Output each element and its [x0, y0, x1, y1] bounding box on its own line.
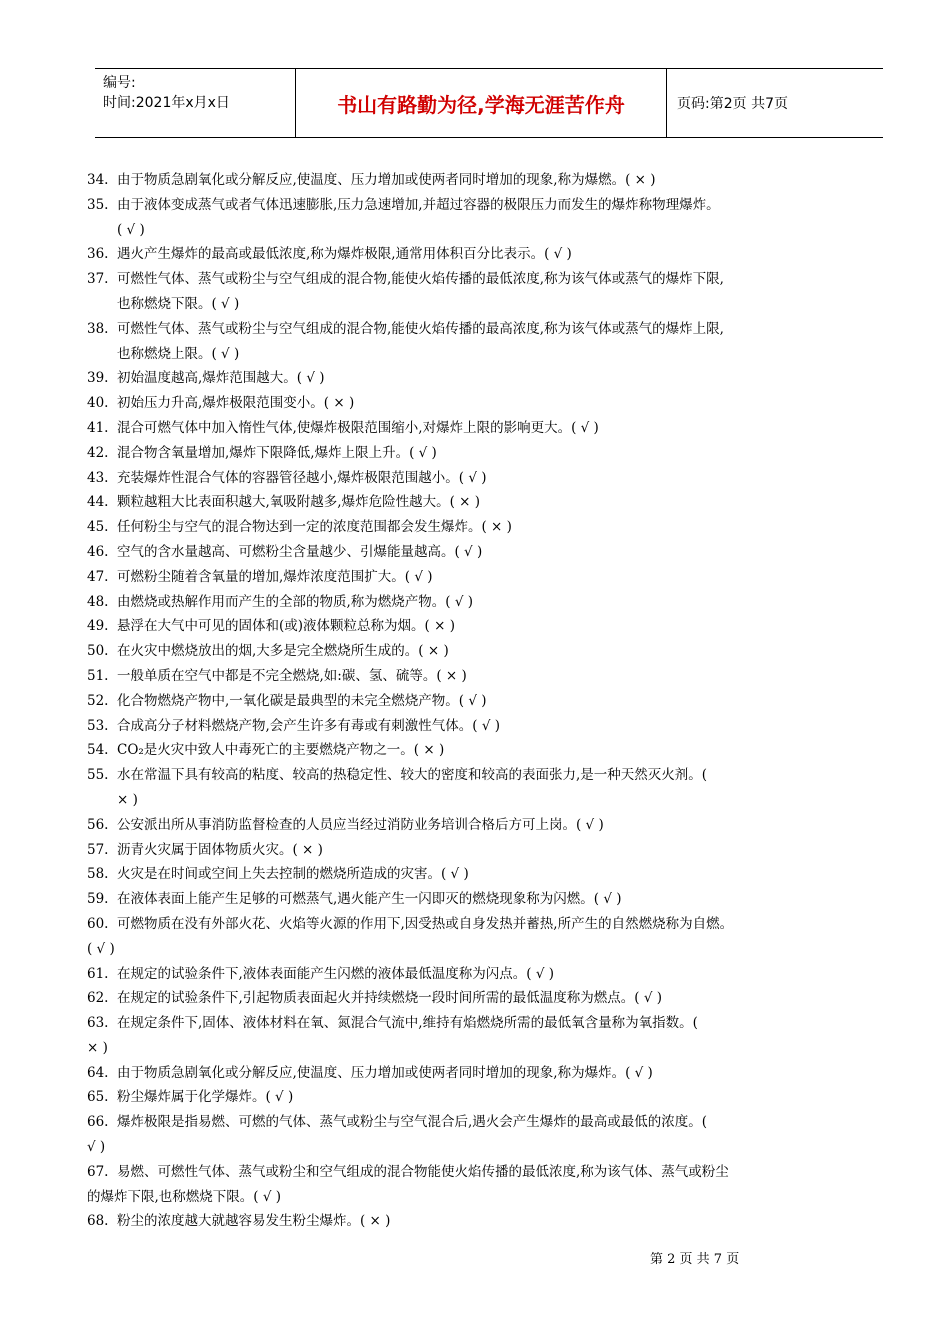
item-text: 任何粉尘与空气的混合物达到一定的浓度范围都会发生爆炸。( × ): [117, 519, 512, 536]
item-text: 在规定的试验条件下,液体表面能产生闪燃的液体最低温度称为闪点。( √ ): [117, 965, 555, 982]
item-number: 34.: [87, 172, 109, 188]
item-number: 38.: [87, 320, 109, 337]
item-number: 40.: [87, 395, 109, 412]
item-number: 46.: [87, 543, 109, 560]
list-item: [87, 416, 905, 441]
item-text: 沥青火灾属于固体物质火灾。( × ): [117, 841, 323, 858]
item-text: 粉尘爆炸属于化学爆炸。( √ ): [117, 1089, 294, 1106]
motto: 书山有路勤为径,学海无涯苦作舟: [295, 69, 667, 137]
list-item: [87, 738, 905, 763]
item-number: 39.: [87, 370, 109, 387]
item-number: 62.: [87, 990, 109, 1007]
item-text: 合成高分子材料燃烧产物,会产生许多有毒或有刺激性气体。( √ ): [117, 717, 501, 734]
list-item: [87, 317, 905, 342]
list-item: [87, 193, 905, 218]
item-text: 在规定条件下,固体、液体材料在氧、氮混合气流中,维持有焰燃烧所需的最低氧含量称为氧指数。(: [117, 1015, 698, 1032]
list-item: [87, 441, 905, 466]
list-item: [87, 540, 905, 565]
item-number: 41.: [87, 419, 109, 436]
item-number: 56.: [87, 816, 109, 833]
item-text: 初始温度越高,爆炸范围越大。( √ ): [117, 370, 325, 387]
item-text: 化合物燃烧产物中,一氧化碳是最典型的未完全燃烧产物。( √ ): [117, 692, 487, 709]
list-item: [87, 515, 905, 540]
page-header: [95, 68, 883, 138]
page-footer: 第 2 页 共 7 页: [650, 1252, 740, 1267]
item-text: 遇火产生爆炸的最高或最低浓度,称为爆炸极限,通常用体积百分比表示。( √ ): [117, 246, 572, 263]
item-text: 一般单质在空气中都是不完全燃烧,如:碳、氢、硫等。( × ): [117, 667, 467, 684]
list-item: [87, 1085, 905, 1110]
item-number: 48.: [87, 593, 109, 610]
item-number: 36.: [87, 246, 109, 263]
list-item: [87, 466, 905, 491]
list-item: [87, 490, 905, 515]
list-item: [87, 1110, 905, 1135]
item-continuation: 也称燃烧下限。( √ ): [117, 295, 240, 312]
item-text: 公安派出所从事消防监督检查的人员应当经过消防业务培训合格后方可上岗。( √ ): [117, 816, 604, 833]
item-text: 火灾是在时间或空间上失去控制的燃烧所造成的灾害。( √ ): [117, 866, 469, 883]
item-number: 49.: [87, 618, 109, 635]
code-label: 编号:: [103, 75, 136, 91]
list-item: [87, 168, 905, 193]
list-item: [87, 267, 905, 292]
item-continuation: 的爆炸下限,也称燃烧下限。( √ ): [87, 1188, 282, 1205]
item-number: 61.: [87, 965, 109, 982]
item-continuation: 也称燃烧上限。( √ ): [117, 345, 240, 362]
item-text: 水在常温下具有较高的粘度、较高的热稳定性、较大的密度和较高的表面张力,是一种天然灭火剂。(: [117, 767, 708, 784]
item-number: 42.: [87, 444, 109, 461]
item-number: 60.: [87, 915, 109, 932]
question-list: [87, 168, 905, 1234]
item-number: 51.: [87, 667, 109, 684]
item-text: 粉尘的浓度越大就越容易发生粉尘爆炸。( × ): [117, 1213, 391, 1230]
list-item: [87, 986, 905, 1011]
item-text: 混合可燃气体中加入惰性气体,使爆炸极限范围缩小,对爆炸上限的影响更大。( √ ): [117, 419, 599, 436]
list-item: [87, 887, 905, 912]
item-number: 43.: [87, 469, 109, 486]
item-text: 可燃性气体、蒸气或粉尘与空气组成的混合物,能使火焰传播的最高浓度,称为该气体或蒸气的爆炸上限,: [117, 320, 724, 337]
page-label: 页码:第2页 共7页: [677, 96, 788, 112]
list-item: [87, 813, 905, 838]
list-item: [87, 838, 905, 863]
item-text: 易燃、可燃性气体、蒸气或粉尘和空气组成的混合物能使火焰传播的最低浓度,称为该气体、蒸气或粉尘: [117, 1163, 729, 1180]
item-number: 54.: [87, 742, 109, 759]
time-label: 时间:2021年x月x日: [103, 95, 230, 111]
list-item: [87, 366, 905, 391]
item-text: 由于物质急剧氧化或分解反应,使温度、压力增加或使两者同时增加的现象,称为爆燃。( × ): [117, 172, 656, 188]
header-info: [95, 69, 295, 137]
item-text: 由于物质急剧氧化或分解反应,使温度、压力增加或使两者同时增加的现象,称为爆炸。( √ ): [117, 1064, 653, 1081]
item-number: 66.: [87, 1114, 109, 1131]
item-text: 空气的含水量越高、可燃粉尘含量越少、引爆能量越高。( √ ): [117, 543, 483, 560]
item-number: 52.: [87, 692, 109, 709]
item-number: 55.: [87, 767, 109, 784]
item-number: 45.: [87, 519, 109, 536]
item-continuation: × ): [117, 791, 138, 808]
list-item: [87, 590, 905, 615]
list-item: [87, 912, 905, 937]
list-item: [87, 862, 905, 887]
list-item: [87, 242, 905, 267]
list-item: [87, 391, 905, 416]
list-item: [87, 1160, 905, 1185]
list-item: [87, 614, 905, 639]
item-number: 53.: [87, 717, 109, 734]
list-item: [87, 565, 905, 590]
item-text: 可燃性气体、蒸气或粉尘与空气组成的混合物,能使火焰传播的最低浓度,称为该气体或蒸气的爆炸下限,: [117, 271, 724, 288]
item-number: 57.: [87, 841, 109, 858]
list-item: [87, 689, 905, 714]
list-item: [87, 639, 905, 664]
item-number: 44.: [87, 494, 109, 511]
item-continuation: ( √ ): [117, 221, 145, 238]
item-number: 59.: [87, 891, 109, 908]
item-number: 64.: [87, 1064, 109, 1081]
item-text: 充装爆炸性混合气体的容器管径越小,爆炸极限范围越小。( √ ): [117, 469, 487, 486]
item-number: 47.: [87, 568, 109, 585]
item-text: 可燃粉尘随着含氧量的增加,爆炸浓度范围扩大。( √ ): [117, 568, 433, 585]
item-number: 37.: [87, 271, 109, 288]
item-text: 在液体表面上能产生足够的可燃蒸气,遇火能产生一闪即灭的燃烧现象称为闪燃。( √ ): [117, 891, 622, 908]
list-item: [87, 664, 905, 689]
item-number: 35.: [87, 196, 109, 213]
list-item: [87, 1061, 905, 1086]
item-continuation: ( √ ): [87, 940, 115, 957]
item-text: 由于液体变成蒸气或者气体迅速膨胀,压力急速增加,并超过容器的极限压力而发生的爆炸称物理爆炸。: [117, 196, 720, 213]
item-text: 由燃烧或热解作用而产生的全部的物质,称为燃烧产物。( √ ): [117, 593, 474, 610]
item-text: 可燃物质在没有外部火花、火焰等火源的作用下,因受热或自身发热并蓄热,所产生的自然燃烧称为自燃。: [117, 915, 734, 932]
list-item: [87, 714, 905, 739]
item-text: 颗粒越粗大比表面积越大,氧吸附越多,爆炸危险性越大。( × ): [117, 494, 481, 511]
list-item: [87, 962, 905, 987]
item-text: 在火灾中燃烧放出的烟,大多是完全燃烧所生成的。( × ): [117, 643, 449, 660]
list-item: [87, 1209, 905, 1234]
item-continuation: √ ): [87, 1139, 106, 1156]
item-number: 63.: [87, 1015, 109, 1032]
item-text: 悬浮在大气中可见的固体和(或)液体颗粒总称为烟。( × ): [117, 618, 455, 635]
item-text: 爆炸极限是指易燃、可燃的气体、蒸气或粉尘与空气混合后,遇火会产生爆炸的最高或最低的浓度。(: [117, 1114, 708, 1131]
item-number: 50.: [87, 643, 109, 660]
item-text: CO₂是火灾中致人中毒死亡的主要燃烧产物之一。( × ): [117, 742, 445, 759]
item-number: 68.: [87, 1213, 109, 1230]
item-text: 初始压力升高,爆炸极限范围变小。( × ): [117, 395, 355, 412]
list-item: [87, 1011, 905, 1036]
item-number: 65.: [87, 1089, 109, 1106]
item-text: 混合物含氧量增加,爆炸下限降低,爆炸上限上升。( √ ): [117, 444, 437, 461]
item-text: 在规定的试验条件下,引起物质表面起火并持续燃烧一段时间所需的最低温度称为燃点。( √ ): [117, 990, 663, 1007]
list-item: [87, 763, 905, 788]
item-number: 67.: [87, 1163, 109, 1180]
item-number: 58.: [87, 866, 109, 883]
item-continuation: × ): [87, 1039, 108, 1056]
